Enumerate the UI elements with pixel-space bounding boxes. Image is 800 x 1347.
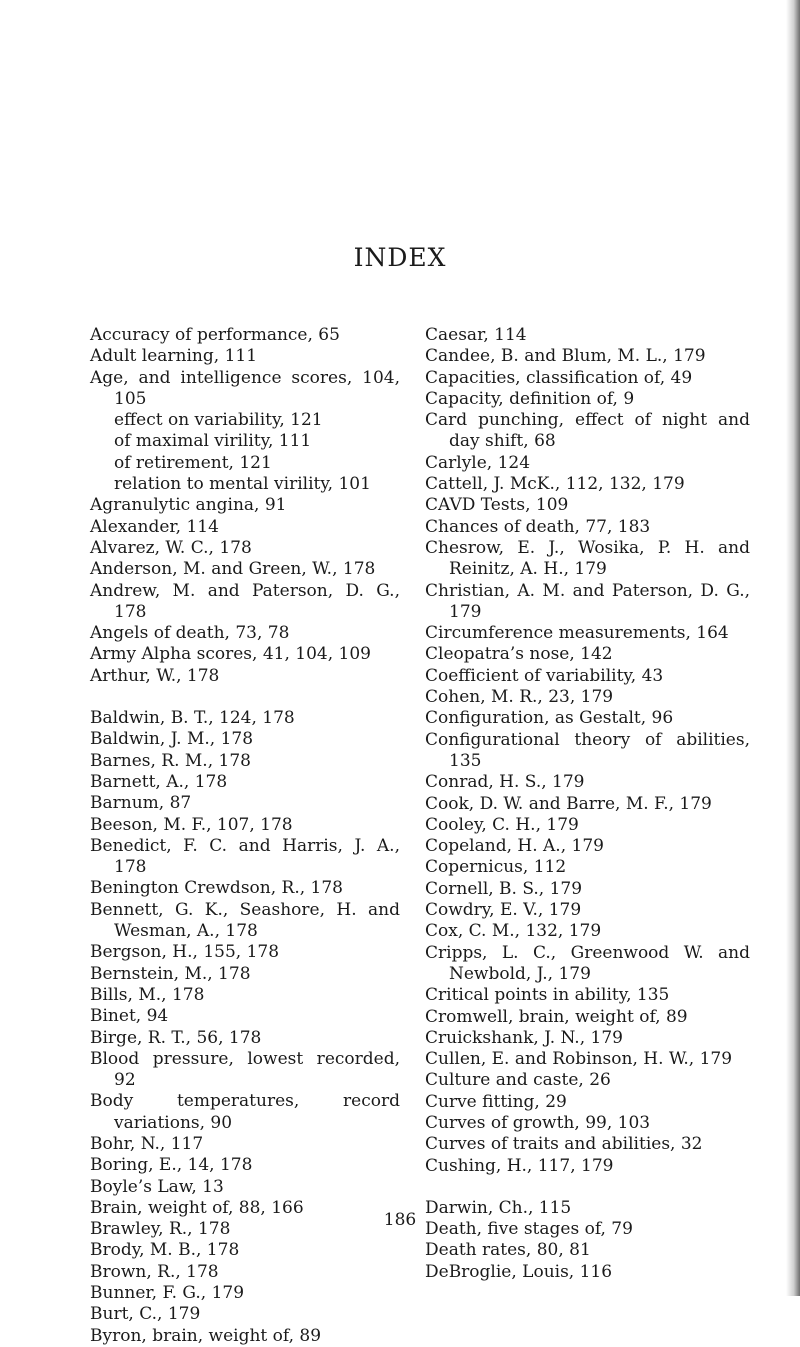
index-entry: Cromwell, brain, weight of, 89 [425,1006,688,1027]
index-entry: Chesrow, E. J., Wosika, P. H. and Reinitz, A. H., 179 [425,537,750,580]
index-entry: Christian, A. M. and Paterson, D. G., 179 [425,580,750,622]
page-edge-shadow [786,0,800,1296]
index-entry: Chances of death, 77, 183 [425,516,651,537]
index-entry: Alvarez, W. C., 178 [90,537,252,558]
index-entry: Bills, M., 178 [90,984,205,1005]
index-entry: Coefficient of variability, 43 [425,665,664,686]
index-entry: Barnum, 87 [90,793,192,814]
index-entry: Baldwin, J. M., 178 [90,729,254,750]
index-subentry: of maximal virility, 111 [114,431,312,452]
index-column-right [425,325,750,1283]
index-subentry: of retirement, 121 [114,452,272,473]
index-entry: Body temperatures, record variations, 90 [90,1091,400,1133]
page-title: INDEX [353,243,447,272]
index-entry: Angels of death, 73, 78 [90,623,290,644]
index-entry: Binet, 94 [90,1006,169,1027]
index-entry: Adult learning, 111 [90,346,258,367]
index-entry: Byron, brain, weight of, 89 [90,1325,322,1346]
index-entry: CAVD Tests, 109 [425,495,569,516]
index-subentry: effect on variability, 121 [114,410,323,431]
index-entry: Bohr, N., 117 [90,1133,204,1154]
index-entry: Cruickshank, J. N., 179 [425,1027,623,1048]
index-entry: Army Alpha scores, 41, 104, 109 [90,644,371,665]
index-entry: Configuration, as Gestalt, 96 [425,708,674,729]
index-entry: Agranulytic angina, 91 [90,495,287,516]
index-entry: Cornell, B. S., 179 [425,878,583,899]
index-entry: Cox, C. M., 132, 179 [425,921,602,942]
index-entry: Carlyle, 124 [425,452,531,473]
index-column-left [90,325,400,1347]
index-entry: Card punching, effect of night and day shift, 68 [425,410,750,452]
index-entry: Culture and caste, 26 [425,1070,611,1091]
index-entry: Barnes, R. M., 178 [90,750,251,771]
index-letter-gap [425,1177,750,1198]
index-entry: Burt, C., 179 [90,1304,201,1325]
index-entry: Copeland, H. A., 179 [425,836,604,857]
index-entry: Cleopatra’s nose, 142 [425,644,613,665]
index-entry: Arthur, W., 178 [90,665,220,686]
index-entry: Anderson, M. and Green, W., 178 [90,559,376,580]
index-entry: Brawley, R., 178 [90,1219,231,1240]
index-entry: Curve fitting, 29 [425,1091,567,1112]
index-entry: Cohen, M. R., 23, 179 [425,687,614,708]
index-entry: Brody, M. B., 178 [90,1240,240,1261]
index-entry: Capacity, definition of, 9 [425,388,635,409]
index-entry: DeBroglie, Louis, 116 [425,1261,613,1282]
index-entry: Configurational theory of abilities, 135 [425,729,750,771]
index-entry: Death rates, 80, 81 [425,1240,591,1261]
index-entry: Capacities, classification of, 49 [425,367,693,388]
index-entry: Cook, D. W. and Barre, M. F., 179 [425,793,712,814]
index-entry: Darwin, Ch., 115 [425,1197,572,1218]
index-entry: Cripps, L. C., Greenwood W. and Newbold, J., 179 [425,942,750,984]
index-entry: Cullen, E. and Robinson, H. W., 179 [425,1049,733,1070]
index-entry: Bergson, H., 155, 178 [90,942,280,963]
index-entry: Conrad, H. S., 179 [425,772,585,793]
index-entry: Circumference measurements, 164 [425,623,729,644]
index-entry: Cattell, J. McK., 112, 132, 179 [425,474,685,495]
index-letter-gap [90,687,400,708]
index-entry: Boyle’s Law, 13 [90,1176,224,1197]
index-entry: Accuracy of performance, 65 [90,325,340,345]
index-entry: Age, and intelligence scores, 104, 105 [90,367,400,409]
index-entry: Brown, R., 178 [90,1261,219,1282]
index-entry: Cushing, H., 117, 179 [425,1155,614,1176]
index-entry: Beeson, M. F., 107, 178 [90,814,293,835]
index-entry: Bernstein, M., 178 [90,963,251,984]
index-entry: Copernicus, 112 [425,857,567,878]
index-entry: Bennett, G. K., Seashore, H. and Wesman, A., 178 [90,899,400,942]
index-entry: Bunner, F. G., 179 [90,1283,245,1304]
index-entry: Cooley, C. H., 179 [425,814,579,835]
index-entry: Candee, B. and Blum, M. L., 179 [425,346,706,367]
index-subentry: relation to mental virility, 101 [114,474,371,495]
index-entry: Andrew, M. and Paterson, D. G., 178 [90,580,400,622]
index-entry: Death, five stages of, 79 [425,1219,633,1240]
index-entry: Curves of growth, 99, 103 [425,1112,651,1133]
index-entry: Birge, R. T., 56, 178 [90,1027,262,1048]
index-entry: Blood pressure, lowest recorded, 92 [90,1048,400,1091]
index-entry: Benington Crewdson, R., 178 [90,878,343,899]
page-number: 186 [383,1210,417,1230]
index-entry: Baldwin, B. T., 124, 178 [90,708,295,729]
index-entry: Alexander, 114 [90,516,219,537]
index-entry: Benedict, F. C. and Harris, J. A., 178 [90,835,400,878]
index-entry: Cowdry, E. V., 179 [425,900,582,921]
index-entry: Brain, weight of, 88, 166 [90,1197,304,1218]
index-entry: Caesar, 114 [425,325,527,345]
index-entry: Curves of traits and abilities, 32 [425,1134,703,1155]
index-entry: Critical points in ability, 135 [425,985,670,1006]
index-entry: Barnett, A., 178 [90,771,228,792]
index-entry: Boring, E., 14, 178 [90,1155,253,1176]
